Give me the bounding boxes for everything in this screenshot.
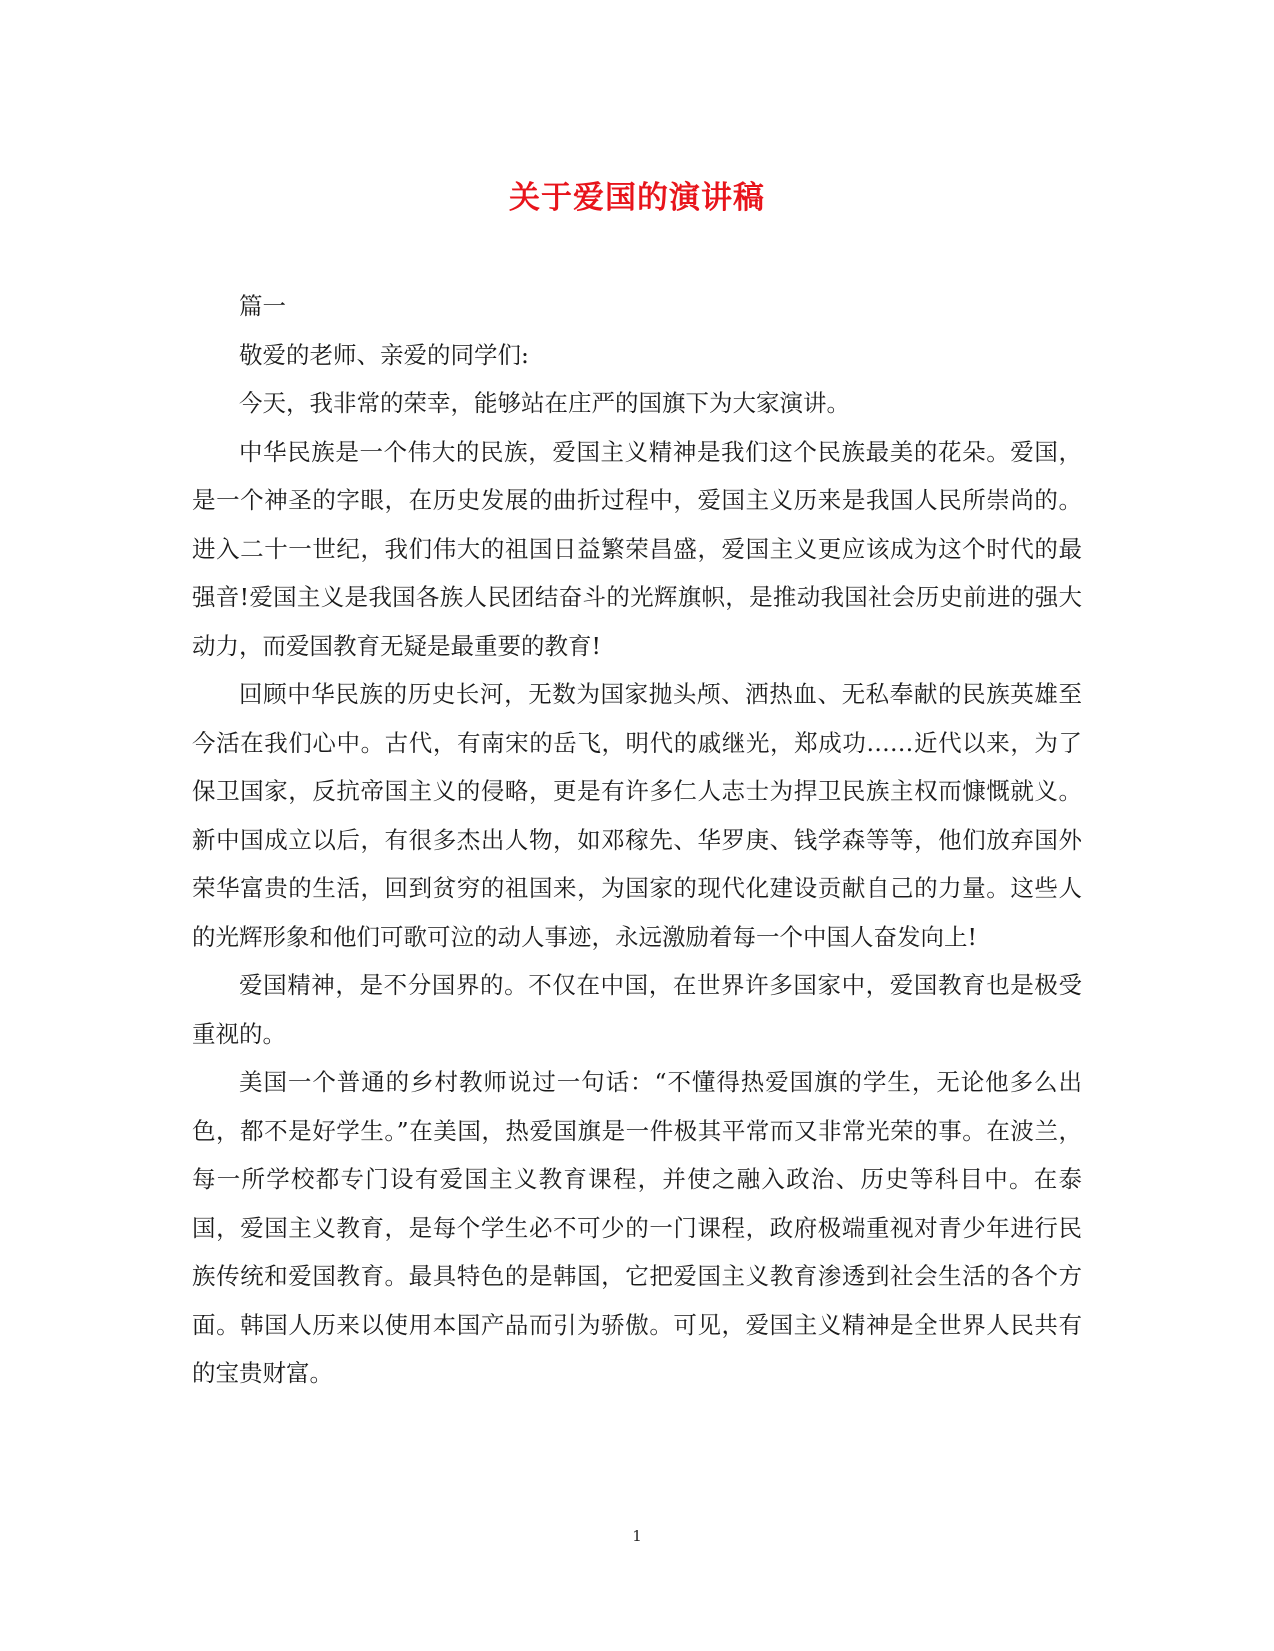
document-title: 关于爱国的演讲稿 <box>509 180 765 216</box>
paragraph-body-3: 爱国精神，是不分国界的。不仅在中国，在世界许多国家中，爱国教育也是极受重视的。 <box>192 971 1082 1048</box>
paragraph-section-heading: 篇一 <box>239 292 286 320</box>
document-body <box>192 282 1082 1398</box>
paragraph-salutation: 敬爱的老师、亲爱的同学们: <box>239 340 529 369</box>
paragraph-body-2: 回顾中华民族的历史长河，无数为国家抛头颅、洒热血、无私奉献的民族英雄至今活在我们心中。古代，有南宋的岳飞，明代的戚继光，郑成功……近代以来，为了保卫国家，反抗帝国主义的侵略，更是有许多仁人志士为捍卫民族主权而慷慨就义。新中国成立以后，有很多杰出人物，如邓稼先、华罗庚、钱学森等等，他们放弃国外荣华富贵的生活，回到贫穷的祖国来，为国家的现代化建设贡献自己的力量。这些人的光辉形象和他们可歌可泣的动人事迹，永远激励着每一个中国人奋发向上! <box>192 680 1082 951</box>
paragraph-body-4: 美国一个普通的乡村教师说过一句话：“不懂得热爱国旗的学生，无论他多么出色，都不是好学生。”在美国，热爱国旗是一件极其平常而又非常光荣的事。在波兰，每一所学校都专门设有爱国主义教育课程，并使之融入政治、历史等科目中。在泰国，爱国主义教育，是每个学生必不可少的一门课程，政府极端重视对青少年进行民族传统和爱国教育。最具特色的是韩国，它把爱国主义教育渗透到社会生活的各个方面。韩国人历来以使用本国产品而引为骄傲。可见，爱国主义精神是全世界人民共有的宝贵财富。 <box>192 1068 1082 1387</box>
paragraph-body-1: 中华民族是一个伟大的民族，爱国主义精神是我们这个民族最美的花朵。爱国，是一个神圣的字眼，在历史发展的曲折过程中，爱国主义历来是我国人民所崇尚的。进入二十一世纪，我们伟大的祖国日益繁荣昌盛，爱国主义更应该成为这个时代的最强音!爱国主义是我国各族人民团结奋斗的光辉旗帜，是推动我国社会历史前进的强大动力，而爱国教育无疑是最重要的教育! <box>192 437 1082 660</box>
paragraph-opening: 今天，我非常的荣幸，能够站在庄严的国旗下为大家演讲。 <box>239 389 850 417</box>
page-number: 1 <box>632 1527 642 1545</box>
